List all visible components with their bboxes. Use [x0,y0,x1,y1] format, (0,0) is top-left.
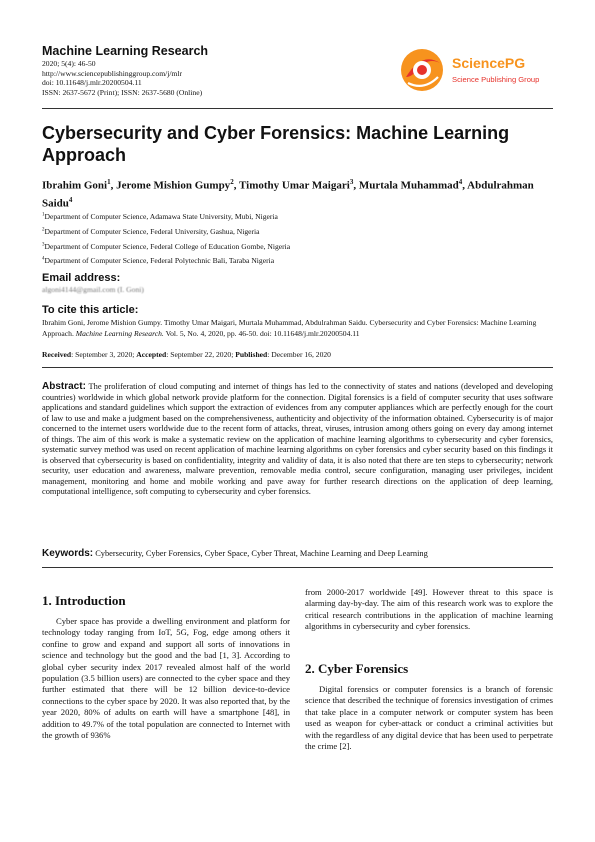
keywords [42,548,553,559]
article-dates [42,350,331,359]
published-label: Published [235,350,268,359]
keywords-label: Keywords: [42,548,94,559]
affiliation-text: Department of Computer Science, Adamawa State University, Mubi, Nigeria [44,212,278,221]
cite-heading: To cite this article: [42,304,139,316]
author-name: Ibrahim Goni [42,179,108,192]
email-address[interactable]: algoni4144@gmail.com (I. Goni) [42,285,144,294]
meta-issn: ISSN: 2637-5672 (Print); ISSN: 2637-5680 (Online) [42,87,203,97]
author-name: Murtala Muhammad [358,179,459,192]
affiliation [42,242,290,251]
affiliation-sup: 1 [42,212,45,218]
section-heading-introduction: 1. Introduction [42,593,126,608]
author-sup: 4 [68,195,73,204]
meta-doi: doi: 10.11648/j.mlr.20200504.11 [42,78,142,88]
header-divider [42,108,553,109]
affiliation-sup: 2 [42,227,45,233]
abstract-divider [42,567,553,568]
cite-text [42,318,553,339]
abstract [42,382,553,498]
meta-issue: 2020; 5(4): 46-50 [42,59,96,68]
affiliation [42,227,260,236]
introduction-paragraph-continued: from 2000-2017 worldwide [49]. However threat to this space is alarming day-by-day. The aim of this research work was to explore the critical research contributions in the application of machine learning algorithms in cybersecurity and cyber forensics. [305,587,553,632]
meta-url[interactable]: http://www.sciencepublishinggroup.com/j/mlr [42,68,182,78]
author-name: Timothy Umar Maigari [239,179,350,192]
cite-plain: Ibrahim Goni, Jerome Mishion Gumpy. Timothy Umar Maigari, Murtala Muhammad, Abdulrahman Saidu. Cybersecurity and Cyber Forensics: Machine Learning Approach. [42,318,537,338]
logo-swirl-icon [398,47,446,93]
accepted-label: Accepted [136,350,167,359]
cite-journal: Machine Learning Research. [75,328,164,338]
dates-divider [42,367,553,368]
affiliation-text: Department of Computer Science, Federal College of Education Gombe, Nigeria [44,242,291,251]
author-sup: 2 [230,178,234,186]
published-date: : December 16, 2020 [267,350,331,359]
email-heading: Email address: [42,272,121,284]
logo-name: SciencePG [452,55,526,71]
author-sup: 3 [349,178,354,186]
publisher-logo [398,47,558,93]
received-label: Received [42,350,72,359]
affiliation-sup: 4 [42,256,45,262]
abstract-label: Abstract: [42,381,86,392]
affiliation-text: Department of Computer Science, Federal Polytechnic Bali, Taraba Nigeria [44,256,275,265]
affiliation [42,212,278,221]
author-name: Jerome Mishion Gumpy [116,179,231,192]
abstract-text: The proliferation of cloud computing and internet of things has led to the connectivity of states and nations (developed and developing countries) worldwide in which global network provide platform for the connection. Digital forensics is a field of computer security that uses software applications and standard guidelines which support the extraction of evidences from any computer appliances which are perfectly enough for the court of law to use and make a judgment based on the comprehensiveness, authenticity and objectivity of the information obtained. Cybersecurity is of major concerned to the internet users worldwide due to the recent form of attacks, threat, viruses, intrusion among others going on every day among internet of things. The aim of this work is make a systematic review on the application of machine learning algorithms to cybersecurity and cyber forensics, systematic survey method was used on recent application of machine learning algorithms on cyber forensics and cyber security based on this findings it is observed that cybersecurity is based on confidentiality, integrity and validity of data, it is also noted that there are ten steps to cybersecurity; network security, user education and awareness, malware prevention, removable media control, secure configuration, managing user privileges, incident management, monitoring and home and mobile working and pave away for further research directions on the application of deep learning, computational intelligence, soft computing to cybersecurity and cyber forensics. [42,382,553,496]
cite-end: Vol. 5, No. 4, 2020, pp. 46-50. doi: 10.11648/j.mlr.20200504.11 [163,328,360,338]
keywords-text: Cybersecurity, Cyber Forensics, Cyber Space, Cyber Threat, Machine Learning and Deep Learning [95,549,428,558]
journal-meta [42,59,202,97]
section-heading-cyber-forensics: 2. Cyber Forensics [305,661,409,676]
received-date: : September 3, 2020; [71,350,137,359]
author-sup: 4 [458,178,463,186]
journal-name: Machine Learning Research [42,44,209,58]
article-title: Cybersecurity and Cyber Forensics: Machine Learning Approach [42,123,510,165]
affiliation-text: Department of Computer Science, Federal University, Gashua, Nigeria [44,227,260,236]
author-name: Abdulrahman Saidu [42,179,534,210]
affiliation-sup: 3 [42,242,45,248]
accepted-date: : September 22, 2020; [166,350,236,359]
logo-subtitle: Science Publishing Group [452,75,540,84]
introduction-paragraph: Cyber space has provide a dwelling environment and platform for technology today ranging from IoT, 5G, Fog, edge among others it confine to grow and expand and support all sorts of innovations in science and technology but the good and the bad [1, 3]. According to global cyber security index 2017 revealed almost half of the world population (3.5 billion users) are connected to the cyber space and they further estimated that there will be 12 billion device-to-device connections to the cyber space by 2020. It was also reported that, by the year 2020, 80% of adults on earth will have a smartphone [48], in addition to 49.7% of the total population are connected to Internet with the growth of 936% [42,616,290,741]
affiliation [42,256,274,265]
cyber-forensics-paragraph: Digital forensics or computer forensics is a branch of forensic science that described the technique of forensics investigation of crimes that take place in a computer network or computer system has been used as weapon for cyber-attack or conduct a criminal activities but with the regardless of any digital device that has been used to perpetrate the crime [2]. [305,684,553,752]
author-sup: 1 [107,178,111,186]
author-list: Ibrahim Goni$^1$, Jerome Mishion Gumpy$^2$, Timothy Umar Maigari$^3$, Murtala Muhammad$^4$, Abdulrahman Saidu$^4$ [42,178,534,210]
